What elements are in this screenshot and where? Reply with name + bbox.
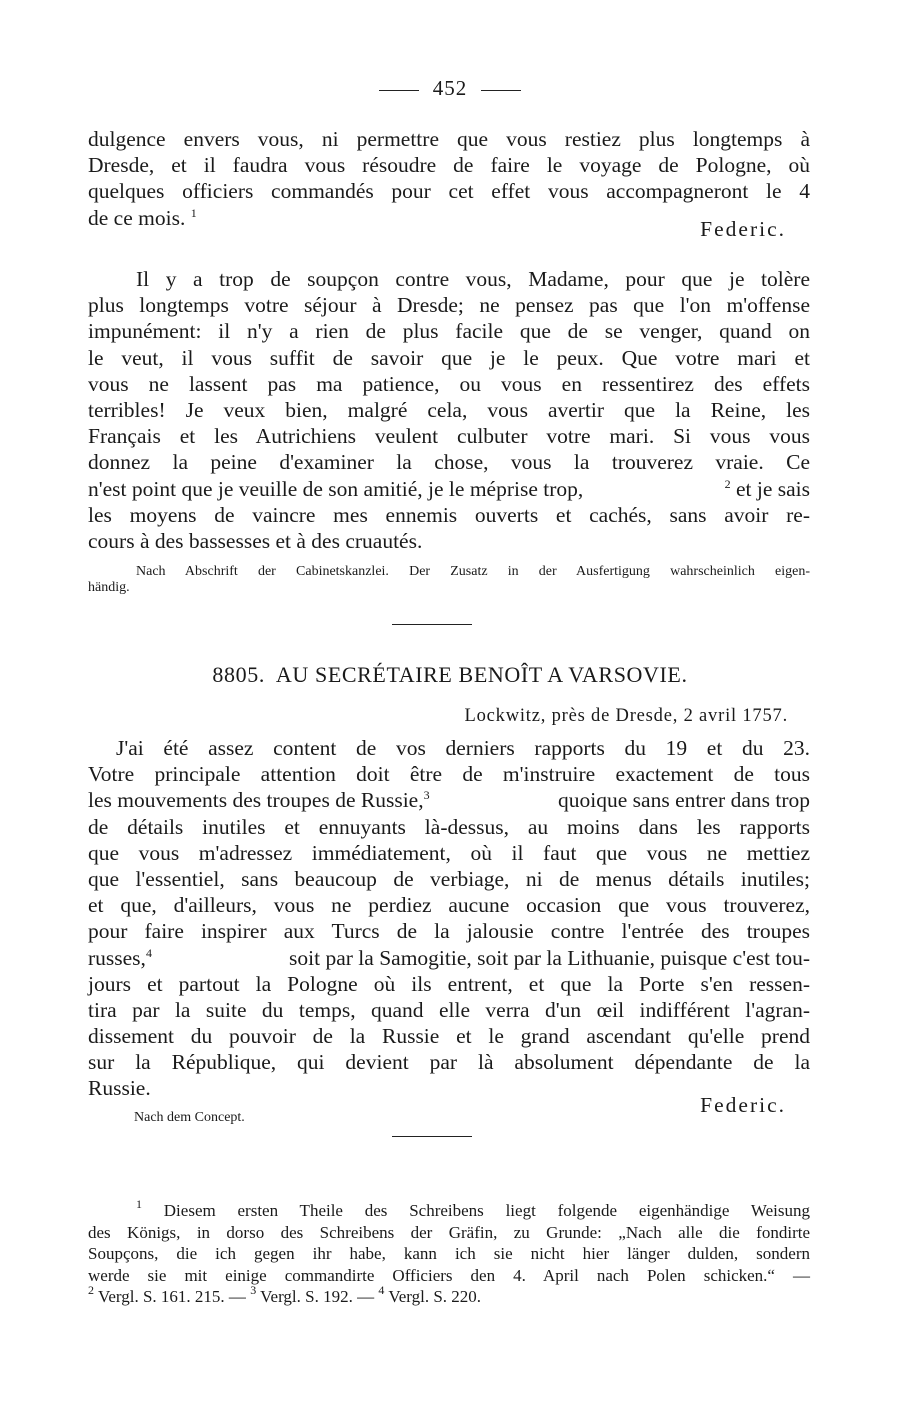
text-line: J'ai été assez content de vos derniers rapports du 19 et du 23. bbox=[116, 736, 810, 760]
text-line: n'est point que je veuille de son amitié, je le méprise trop, $^2$ et je sais bbox=[88, 476, 810, 501]
text-line: quelques officiers commandés pour cet effet vous accompagneront le 4 bbox=[88, 179, 810, 204]
text-line: que l'essentiel, sans beaucoup de verbiage, ni de menus détails inutiles; bbox=[88, 866, 810, 891]
text-line: Il y a trop de soupçon contre vous, Madame, pour que je tolère bbox=[136, 267, 810, 291]
footnote-ref: 4 bbox=[145, 945, 152, 960]
dateline: Lockwitz, près de Dresde, 2 avril 1757. bbox=[464, 706, 788, 726]
footnote-line: $^1$ Diesem ersten Theile des Schreibens liegt folgende eigenhändige Weisung bbox=[136, 1197, 810, 1220]
text-line: sur la République, qui devient par là absolument dépendante de la bbox=[88, 1050, 810, 1075]
signature: Federic. bbox=[700, 1093, 786, 1117]
section-divider bbox=[392, 624, 472, 625]
text-line: dissement du pouvoir de la Russie et le grand ascendant qu'elle prend bbox=[88, 1024, 810, 1049]
footnote-line: werde sie mit einige commandirte Officiers den 4. April nach Polen schicken.“ — bbox=[88, 1265, 810, 1285]
text-line: terribles! Je veux bien, malgré cela, vous avertir que la Reine, les bbox=[88, 397, 810, 422]
source-note: Nach Abschrift der Cabinetskanzlei. Der Zusatz in der Ausfertigung wahrscheinlich eigen- händig. bbox=[88, 564, 810, 595]
text-line: que vous m'adressez immédiatement, où il faut que vous ne mettiez bbox=[88, 840, 810, 865]
text-line: vous ne lassent pas ma patience, ou vous en ressentirez des effets bbox=[88, 371, 810, 396]
section-body bbox=[88, 735, 810, 1102]
text-line: plus longtemps votre séjour à Dresde; ne pensez pas que l'on m'offense bbox=[88, 293, 810, 318]
text-line: tira par la suite du temps, quand elle verra d'un œil indifférent l'agran- bbox=[88, 997, 810, 1022]
header-dash-left bbox=[379, 90, 419, 91]
text-line: de ce mois. $^1$ bbox=[88, 205, 197, 230]
header-dash-right bbox=[481, 90, 521, 91]
text-line: Russie. bbox=[88, 1076, 151, 1101]
text-line: russes,$^4$ soit par la Samogitie, soit par la Lithuanie, puisque c'est tou- bbox=[88, 945, 810, 970]
footnote-line: des Königs, in dorso des Schreibens der Gräfin, zu Grunde: „Nach alle die fondirte bbox=[88, 1222, 810, 1242]
text-line: le veut, il vous suffit de savoir que je le peux. Que votre mari et bbox=[88, 345, 810, 370]
footnote-ref: 2 bbox=[724, 476, 731, 491]
text-line: les mouvements des troupes de Russie,$^3$ quoique sans entrer dans trop bbox=[88, 788, 810, 813]
footnote-line: $^2$ Vergl. S. 161. 215. — $^3$ Vergl. S. 192. — $^4$ Vergl. S. 220. bbox=[88, 1283, 482, 1306]
text-line: Votre principale attention doit être de m'instruire exactement de tous bbox=[88, 762, 810, 787]
letter1-body bbox=[88, 126, 810, 231]
text-line: Français et les Autrichiens veulent culbuter votre mari. Si vous vous bbox=[88, 424, 810, 449]
text-line: jours et partout la Pologne où ils entrent, et que la Porte s'en ressen- bbox=[88, 971, 810, 996]
signature: Federic. bbox=[700, 217, 786, 241]
text-line: et que, d'ailleurs, vous ne perdiez aucune occasion que vous trouverez, bbox=[88, 893, 810, 918]
footnote-line: Soupçons, die ich gegen ihr habe, kann ich sie nicht hier länger dulden, sondern bbox=[88, 1244, 810, 1263]
section-number: 8805. bbox=[212, 662, 265, 687]
text-line: donnez la peine d'examiner la chose, vous la trouverez vraie. Ce bbox=[88, 450, 810, 475]
text-line: de détails inutiles et ennuyants là-dessus, au moins dans les rapports bbox=[88, 814, 810, 839]
section-heading: AU SECRÉTAIRE BENOÎT A VARSOVIE. bbox=[275, 662, 688, 687]
page-number: 452 bbox=[432, 76, 468, 100]
text-line: dulgence envers vous, ni permettre que vous restiez plus longtemps à bbox=[88, 127, 810, 151]
text-line: les moyens de vaincre mes ennemis ouverts et cachés, sans avoir re- bbox=[88, 502, 810, 527]
text-line: cours à des bassesses et à des cruautés. bbox=[88, 528, 423, 553]
source-note: Nach dem Concept. bbox=[134, 1110, 245, 1125]
footnote-ref: 3 bbox=[423, 788, 430, 803]
text-line: impunément: il n'y a rien de plus facile que de se venger, quand on bbox=[88, 319, 810, 344]
page-header bbox=[0, 76, 900, 101]
footnote-ref: 1 bbox=[190, 205, 197, 220]
text-line: pour faire inspirer aux Turcs de la jalousie contre l'entrée des troupes bbox=[88, 919, 810, 944]
text-line: Dresde, et il faudra vous résoudre de faire le voyage de Pologne, où bbox=[88, 153, 810, 178]
letter2-body bbox=[88, 266, 810, 554]
section-title bbox=[0, 662, 900, 688]
footnote-marker: 1 bbox=[136, 1197, 142, 1211]
footnotes bbox=[88, 1197, 810, 1308]
section-divider bbox=[392, 1136, 472, 1137]
